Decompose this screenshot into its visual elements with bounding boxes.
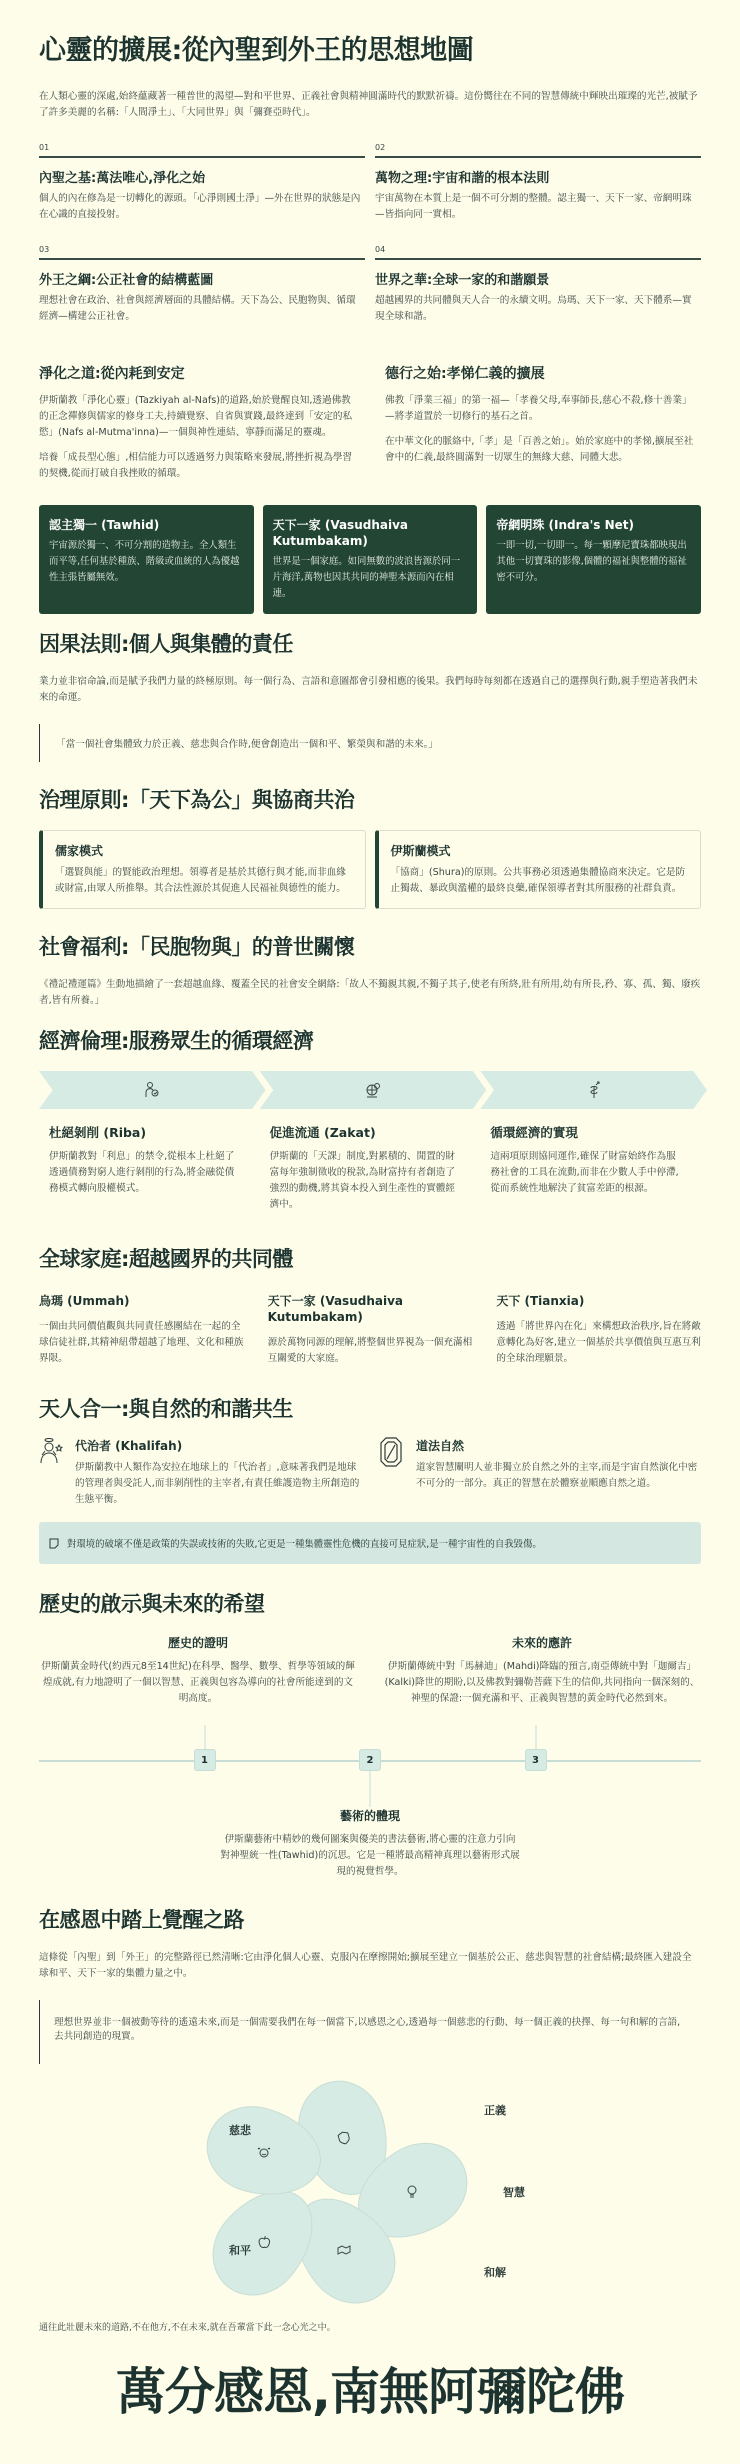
step-desc: 伊斯蘭教對「利息」的禁令,從根本上杜絕了透過債務對窮人進行剝削的行為,將金融從債務模式轉向股權模式。 <box>49 1151 235 1194</box>
history-future-desc: 伊斯蘭傳統中對「馬赫迪」(Mahdi)降臨的預言,南亞傳統中對「迦爾吉」(Kalki)降世的期盼,以及佛教對彌勒菩薩下生的信仰,共同指向一個深刻的、神聖的保證:一個充滿和平、正義與智慧的黃金時代必然到來。 <box>384 1661 700 1704</box>
timeline-node-3: 3 <box>525 1749 547 1771</box>
card-indras-net <box>486 505 701 614</box>
welfare-title: 社會福利:「民胞物與」的普世關懷 <box>39 935 355 959</box>
gem-icon <box>380 1437 402 1467</box>
nature-item-title: 代治者 (Khalifah) <box>75 1439 183 1453</box>
flow-step-1 <box>39 1071 266 1109</box>
welfare-body: 《禮記禮運篇》生動地描繪了一套超越血緣、覆蓋全民的社會安全網絡:「故人不獨親其親,不獨子其子,使老有所終,壯有所用,幼有所長,矜、寡、孤、獨、廢疾者,皆有所養。」 <box>39 979 701 1006</box>
card-desc: 世界是一個家庭。如同無數的波浪皆源於同一片海洋,萬物也因其共同的神聖本源而內在相連。 <box>272 556 461 599</box>
nature-dao <box>380 1437 701 1508</box>
karma-title: 因果法則:個人與集體的責任 <box>39 632 293 656</box>
step-title: 循環經濟的實現 <box>490 1125 578 1140</box>
global-item-title: 天下一家 (Vasudhaiva Kutumbakam) <box>267 1294 403 1324</box>
handshake-icon <box>337 2244 351 2256</box>
timeline <box>39 1707 701 1807</box>
history-future <box>383 1634 701 1707</box>
economy-steps <box>39 1123 701 1213</box>
closing-section <box>39 1904 701 2464</box>
divider <box>375 156 701 158</box>
card-desc: 宇宙源於獨一、不可分割的造物主。全人類生而平等,任何基於種族、階級或血統的人為優越性主張皆屬無效。 <box>49 540 240 583</box>
step-desc: 這兩項原則協同運作,確保了財富始終作為服務社會的工具在流動,而非在少數人手中停滯,從而系統性地解決了貧富差距的根源。 <box>490 1151 679 1194</box>
history-future-title: 未來的應許 <box>511 1636 572 1650</box>
pillar-number: 01 <box>39 143 50 152</box>
closing-body: 這條從「內聖」到「外王」的完整路徑已然清晰:它由淨化個人心靈、克服內在摩擦開始;擴展至建立一個基於公正、慈悲與智慧的社會結構;最終匯入建設全球和平、天下一家的集體力量之中。 <box>39 1952 692 1979</box>
pillar-title: 外王之綱:公正社會的結構藍圖 <box>39 273 214 288</box>
step-riba <box>39 1123 260 1213</box>
unity-cards <box>39 505 701 614</box>
global-vasudhaiva <box>268 1293 473 1367</box>
pillar-desc: 超越國界的共同體與天人合一的永續文明。烏瑪、天下一家、天下體系—實現全球和諧。 <box>375 295 692 322</box>
global-title: 全球家庭:超越國界的共同體 <box>39 1247 293 1271</box>
label-peace: 和平 <box>229 2244 251 2257</box>
model-confucian <box>39 830 366 909</box>
step-circular <box>480 1123 701 1213</box>
virtue-title: 德行之始:孝悌仁義的擴展 <box>385 366 545 382</box>
lightbulb-icon <box>406 2185 418 2199</box>
pillar-01 <box>39 143 365 223</box>
virtue-flower <box>39 2072 701 2312</box>
label-reconciliation: 和解 <box>484 2266 506 2279</box>
closing-quote: 理想世界並非一個被動等待的遙遠未來,而是一個需要我們在每一個當下,以感恩之心,透過每一個慈悲的行動、每一個正義的抉擇、每一句和解的言語,去共同創造的現實。 <box>39 2000 701 2064</box>
smiling-hearts-icon <box>257 2146 271 2158</box>
flow-step-2 <box>260 1071 487 1109</box>
global-item-desc: 源於萬物同源的理解,將整個世界視為一個充滿相互關愛的大家庭。 <box>267 1337 473 1364</box>
model-desc: 「選賢與能」的賢能政治理想。領導者是基於其德行與才能,而非血緣或財富,由眾人所推舉。其合法性源於其促進人民福祉與德性的能力。 <box>55 867 346 894</box>
pillar-desc: 個人的內在修為是一切轉化的源頭。「心淨則國土淨」—外在世界的狀態是內在心識的直接投射。 <box>39 193 361 220</box>
label-wisdom: 智慧 <box>503 2186 525 2199</box>
apple-icon <box>258 2236 270 2249</box>
pillar-title: 世界之華:全球一家的和諧願景 <box>375 273 550 288</box>
closing-title: 在感恩中踏上覺醒之路 <box>39 1908 244 1932</box>
pillar-number: 04 <box>375 245 386 254</box>
pillar-desc: 理想社會在政治、社會與經濟層面的具體結構。天下為公、民胞物與、循環經濟—構建公正社會。 <box>39 295 356 322</box>
history-past <box>39 1634 357 1707</box>
karma-quote: 「當一個社會集體致力於正義、慈悲與合作時,便會創造出一個和平、繁榮與和諧的未來。」 <box>39 724 701 762</box>
pillar-number: 02 <box>375 143 386 152</box>
divider <box>39 156 365 158</box>
history-past-title: 歷史的證明 <box>167 1636 228 1650</box>
virtue-column <box>385 363 701 491</box>
step-title: 促進流通 (Zakat) <box>269 1125 376 1140</box>
history-title: 歷史的啟示與未來的希望 <box>39 1592 265 1616</box>
shield-icon <box>336 2130 351 2147</box>
note-icon <box>49 1538 59 1549</box>
virtue-p2: 在中華文化的脈絡中,「孝」是「百善之始」。始於家庭中的孝悌,擴展至社會中的仁義,最終圓滿對一切眾生的無緣大慈、同體大悲。 <box>385 436 694 463</box>
nature-item-desc: 伊斯蘭教中人類作為安拉在地球上的「代治者」,意味著我們是地球的管理者與受託人,而非剝削性的主宰者,有責任維護造物主所創造的生態平衡。 <box>75 1462 360 1505</box>
closing-blessing: 萬分感恩,南無阿彌陀佛 <box>116 2363 624 2421</box>
nature-notice <box>39 1522 701 1564</box>
notice-text: 對環境的破壞不僅是政策的失誤或技術的失敗,它更是一種集體靈性危機的直接可見症狀,是一種宇宙性的自我毀傷。 <box>67 1539 542 1550</box>
global-ummah <box>39 1293 244 1367</box>
welfare-section <box>39 931 701 1009</box>
virtue-p1: 佛教「淨業三福」的第一福—「孝養父母,奉事師長,慈心不殺,修十善業」—將孝道置於一切修行的基石之首。 <box>385 395 692 422</box>
global-items <box>39 1293 701 1367</box>
globe-hand-icon <box>364 1081 382 1099</box>
flow-step-3 <box>480 1071 707 1109</box>
global-item-title: 烏瑪 (Ummah) <box>39 1294 130 1308</box>
history-section <box>39 1588 701 1880</box>
pillar-03 <box>39 245 365 325</box>
governance-section <box>39 784 701 909</box>
card-vasudhaiva <box>263 505 478 614</box>
card-title: 帝網明珠 (Indra's Net) <box>496 518 635 532</box>
step-zakat <box>260 1123 481 1213</box>
timeline-node-2: 2 <box>359 1749 381 1771</box>
divider <box>39 258 365 260</box>
intro-paragraph: 在人類心靈的深處,始終蘊藏著一種普世的渴望—對和平世界、正義社會與精神圓滿時代的默默祈禱。這份嚮往在不同的智慧傳統中輝映出璀璨的光芒,被賦予了許多美麗的名稱:「人間淨土」、「大同世界」與「彌賽亞時代」。 <box>39 91 698 118</box>
person-shield-icon <box>144 1081 160 1099</box>
pillar-desc: 宇宙萬物在本質上是一個不可分割的整體。認主獨一、天下一家、帝網明珠—皆指向同一實相。 <box>375 193 692 220</box>
history-art <box>220 1807 520 1880</box>
nature-title: 天人合一:與自然的和諧共生 <box>39 1397 293 1421</box>
plant-dollar-icon <box>587 1081 601 1099</box>
divider <box>375 258 701 260</box>
governance-title: 治理原則:「天下為公」與協商共治 <box>39 788 355 812</box>
nature-section <box>39 1393 701 1564</box>
card-title: 認主獨一 (Tawhid) <box>49 518 160 532</box>
economy-section <box>39 1025 701 1213</box>
step-desc: 伊斯蘭的「天課」制度,對累積的、閒置的財富每年強制徵收的稅款,為財富持有者創造了強烈的動機,將其資本投入到生產性的實體經濟中。 <box>269 1151 455 1210</box>
governance-models <box>39 830 701 909</box>
page-title: 心靈的擴展:從內聖到外王的思想地圖 <box>39 35 474 66</box>
inner-practice-section <box>39 363 701 491</box>
step-title: 杜絕剝削 (Riba) <box>49 1125 147 1140</box>
global-item-title: 天下 (Tianxia) <box>496 1294 585 1308</box>
pillar-title: 萬物之理:宇宙和諧的根本法則 <box>375 171 550 186</box>
model-desc: 「協商」(Shura)的原則。公共事務必須透過集體協商來決定。它是防止獨裁、暴政與濫權的最終良藥,確保領導者對其所服務的社群負責。 <box>390 867 686 894</box>
label-justice: 正義 <box>484 2104 506 2117</box>
pillars-grid <box>39 143 701 325</box>
model-title: 儒家模式 <box>55 844 104 858</box>
model-islamic <box>375 830 702 909</box>
nature-item-desc: 道家智慧闡明人並非獨立於自然之外的主宰,而是宇宙自然演化中密不可分的一部分。真正的智慧在於體察並順應自然之道。 <box>416 1462 698 1489</box>
nature-khalifah <box>39 1437 360 1508</box>
karma-body: 業力並非宿命論,而是賦予我們力量的終極原則。每一個行為、言語和意圖都會引發相應的後果。我們每時每刻都在透過自己的選擇與行動,親手塑造著我們未來的命運。 <box>39 676 698 703</box>
purification-p1: 伊斯蘭教「淨化心靈」(Tazkiyah al-Nafs)的道路,始於覺醒良知,透過佛教的正念禪修與儒家的修身工夫,持續覺察、自省與實踐,最終達到「安定的私慾」(Nafs al-Mutma'inna)—一個與神性連結、寧靜而滿足的靈魂。 <box>39 395 353 438</box>
model-title: 伊斯蘭模式 <box>390 844 451 858</box>
steward-angel-icon <box>39 1437 63 1465</box>
nature-items <box>39 1437 701 1508</box>
final-line: 通往此壯麗未來的道路,不在他方,不在未來,就在吾輩當下此一念心光之中。 <box>39 2323 336 2333</box>
card-tawhid <box>39 505 254 614</box>
purification-p2: 培養「成長型心態」,相信能力可以透過努力與策略來發展,將挫折視為學習的契機,從而打破自我挫敗的循環。 <box>39 452 353 479</box>
global-item-desc: 透過「將世界內在化」來構想政治秩序,旨在將敵意轉化為好客,建立一個基於共享價值與互惠互利的全球治理願景。 <box>496 1321 701 1364</box>
timeline-node-1: 1 <box>194 1749 216 1771</box>
pillar-number: 03 <box>39 245 50 254</box>
history-art-desc: 伊斯蘭藝術中精妙的幾何圖案與優美的書法藝術,將心靈的注意力引向對神聖統一性(Tawhid)的沉思。它是一種將最高精神真理以藝術形式展現的視覺哲學。 <box>220 1834 520 1877</box>
pillar-02 <box>375 143 701 223</box>
global-tianxia <box>496 1293 701 1367</box>
history-columns <box>39 1634 701 1707</box>
nature-item-title: 道法自然 <box>416 1439 465 1453</box>
economy-flow <box>39 1071 701 1109</box>
purification-column <box>39 363 355 491</box>
global-item-desc: 一個由共同價值觀與共同責任感團結在一起的全球信徒社群,其精神紐帶超越了地理、文化和種族界限。 <box>39 1321 244 1364</box>
pillar-title: 內聖之基:萬法唯心,淨化之始 <box>39 171 206 186</box>
history-past-desc: 伊斯蘭黃金時代(約西元8至14世紀)在科學、醫學、數學、哲學等領域的輝煌成就,有力地證明了一個以智慧、正義與包容為導向的社會所能達到的文明高度。 <box>41 1661 355 1704</box>
pillar-04 <box>375 245 701 325</box>
card-title: 天下一家 (Vasudhaiva Kutumbakam) <box>272 518 408 548</box>
economy-title: 經濟倫理:服務眾生的循環經濟 <box>39 1029 314 1053</box>
karma-section <box>39 628 701 762</box>
label-compassion: 慈悲 <box>229 2124 251 2137</box>
history-art-title: 藝術的體現 <box>339 1809 400 1823</box>
card-desc: 一即一切,一切即一。每一顆摩尼寶珠都映現出其他一切寶珠的影像,個體的福祉與整體的福祉密不可分。 <box>496 540 687 583</box>
global-section <box>39 1243 701 1367</box>
purification-title: 淨化之道:從內耗到安定 <box>39 366 185 382</box>
